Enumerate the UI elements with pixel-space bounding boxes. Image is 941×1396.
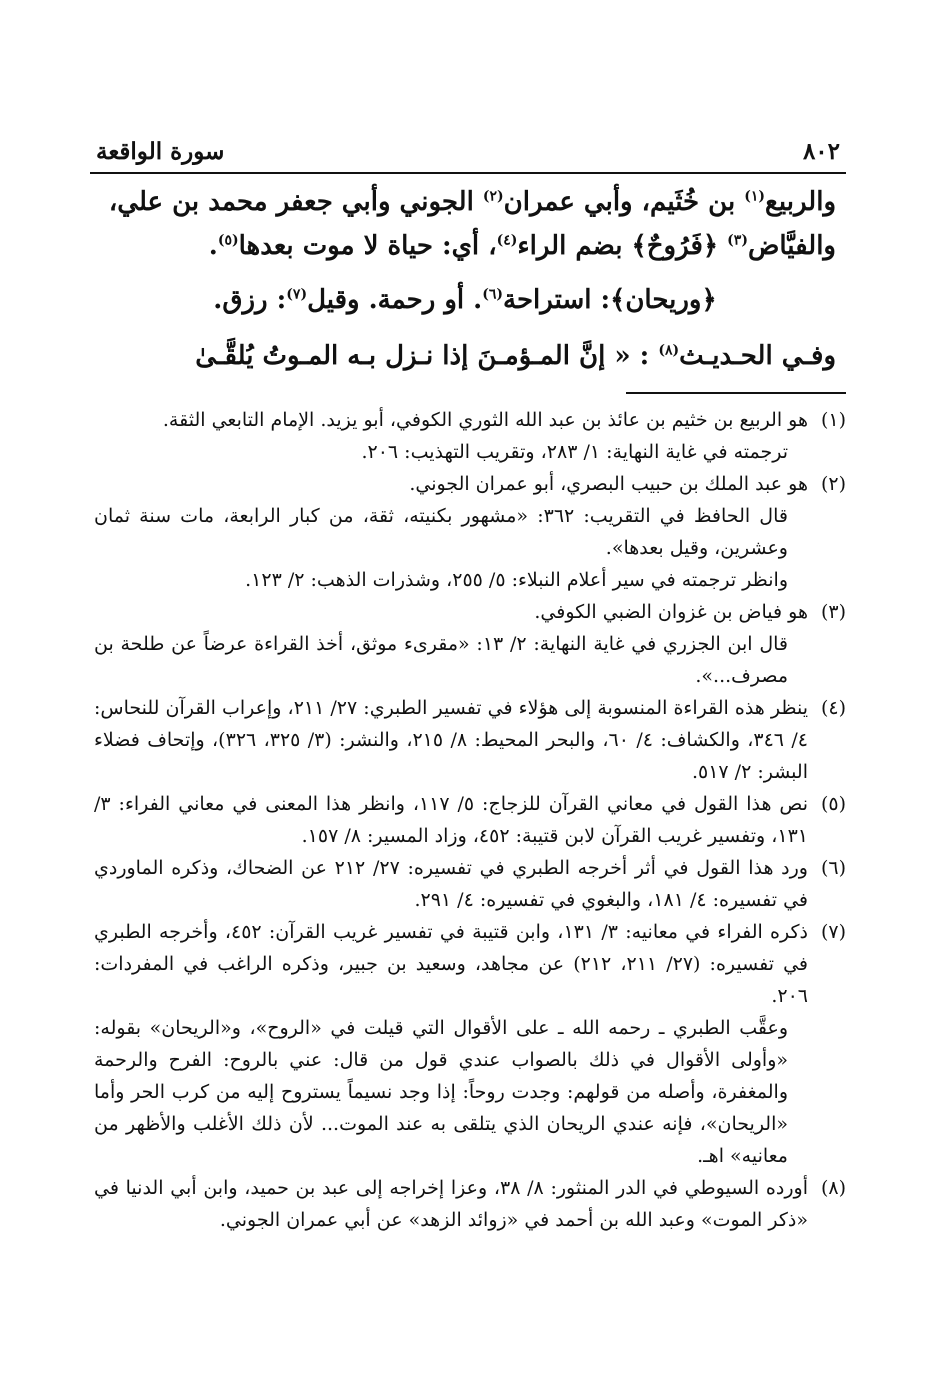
footnote-text: هو عبد الملك بن حبيب البصري، أبو عمران الجوني. [409,473,808,495]
footnote-number: (٣) [820,601,846,623]
footnote-text: قال ابن الجزري في غاية النهاية: ٢/ ١٣: «مقرىء موثق، أخذ القراءة عرضاً عن طلحة بن مصرف...». [94,633,788,687]
main-text-run: ﴿فَرُوحٌ﴾ بضم الراء [517,231,728,261]
footnote-ref-5[interactable]: (٥) [217,232,239,249]
footnote-text: ينظر هذه القراءة المنسوبة إلى هؤلاء في تفسير الطبري: ٢٧/ ٢١١، وإعراب القرآن للنحاس: ٤/ ٣٤٦، والكشاف: ٤/ ٦٠، والبحر المحيط: ٨/ ٢١٥، والنشر: (٣/ ٣٢٥، ٣٢٦)، وإتحاف فضلاء البشر: ٢/ ٥١٧. [94,697,809,783]
surah-title: سورة الواقعة [96,138,225,165]
footnote-text: ترجمته في غاية النهاية: ١/ ٢٨٣، وتقريب التهذيب: ٢٠٦. [361,441,788,463]
main-text-run: الجوني وأبي جعفر محمد بن علي، والفيَّاض [108,187,836,261]
footnote-separator [626,392,846,394]
footnote-text: أورده السيوطي في الدر المنثور: ٨/ ٣٨، وعزا إخراجه إلى عبد بن حميد، وابن أبي الدنيا في «ذكر الموت» وعبد الله بن أحمد في «زوائد الزهد» عن أبي عمران الجوني. [94,1177,808,1231]
main-text-run: : رزق. [213,285,287,315]
footnote-item [94,916,846,1172]
footnote-text: وعقَّب الطبري ـ رحمه الله ـ على الأقوال التي قيلت في «الروح»، و«الريحان» بقوله: «وأولى الأقوال في ذلك بالصواب عندي قول من قال: عني بالروح: الفرح والرحمة والمغفرة، وأصله من قولهم: وجدت روحاً: إذا وجد نسيماً يستروح إليه من كرب الحر وأما «الريحان»، فإنه عندي الريحان الذي يتلقى به عند الموت... لأن ذلك الأغلب والأظهر من معانيه» اهـ. [94,1017,788,1167]
main-paragraph-2 [94,278,836,322]
main-text-run: ، أي: حياة لا موت بعدها [238,231,497,261]
main-text [90,174,846,378]
main-text-run: بن خُثَيم، وأبي عمران [503,187,745,217]
footnote-ref-4[interactable]: (٤) [496,232,518,249]
footnote-item [94,852,846,916]
footnote-text: هو الربيع بن خثيم بن عائذ بن عبد الله الثوري الكوفي، أبو يزيد. الإمام التابعي الثقة. [162,409,808,431]
footnote-text: ذكره الفراء في معانيه: ٣/ ١٣١، وابن قتيبة في تفسير غريب القرآن: ٤٥٢، وأخرجه الطبري في تفسيره: (٢٧/ ٢١١، ٢١٢) عن مجاهد، وسعيد بن جبير، وذكره الراغب في المفردات: ٢٠٦. [94,921,808,1007]
footnote-text: هو فياض بن غزوان الضبي الكوفي. [534,601,808,623]
footnote-item [94,692,846,788]
book-page [90,136,846,1236]
footnote-text: وانظر ترجمته في سير أعلام النبلاء: ٥/ ٢٥٥، وشذرات الذهب: ٢/ ١٢٣. [245,569,788,591]
footnote-number: (٤) [820,697,846,719]
main-text-run: وفـي الحـديـث [679,341,836,371]
main-text-run: والربيع [765,187,836,217]
main-text-run: . [208,231,218,261]
main-text-run: . أو رحمة. وقيل [307,285,483,315]
main-paragraph-3 [94,334,836,378]
footnote-ref-7[interactable]: (٧) [286,286,308,303]
footnote-text: نص هذا القول في معاني القرآن للزجاج: ٥/ ١١٧، وانظر هذا المعنى في معاني الفراء: ٣/ ١٣١، وتفسير غريب القرآن لابن قتيبة: ٤٥٢، وزاد المسير: ٨/ ١٥٧. [94,793,808,847]
footnote-ref-2[interactable]: (٢) [482,188,504,205]
footnote-number: (٥) [820,793,846,815]
footnote-ref-8[interactable]: (٨) [658,342,680,359]
footnote-item [94,404,846,468]
footnote-number: (٦) [820,857,846,879]
footnote-ref-3[interactable]: (٣) [727,232,748,249]
page-number: ٨٠٢ [802,138,840,165]
footnote-number: (٧) [820,921,846,943]
footnotes-section [90,404,846,1236]
footnote-text: ورد هذا القول في أثر أخرجه الطبري في تفسيره: ٢٧/ ٢١٢ عن الضحاك، وذكره الماوردي في تفسيره: ٤/ ١٨١، والبغوي في تفسيره: ٤/ ٢٩١. [94,857,808,911]
footnote-number: (٢) [820,473,846,495]
running-head [90,136,846,174]
main-paragraph-1 [94,180,836,268]
footnote-ref-1[interactable]: (١) [744,188,766,205]
main-text-run: ﴿وريحان﴾: استراحة [503,285,717,315]
main-text-run: : « إنَّ المـؤمـنَ إذا نـزل بـه المـوتُ يُلقَّـىٰ [195,341,659,371]
footnote-number: (١) [820,409,846,431]
footnote-text: قال الحافظ في التقريب: ٣٦٢: «مشهور بكنيته، ثقة، من كبار الرابعة، مات سنة ثمان وعشرين، وقيل بعدها». [94,505,788,559]
footnote-item [94,468,846,596]
footnote-item [94,596,846,692]
footnote-item [94,788,846,852]
footnote-number: (٨) [820,1177,846,1199]
footnote-ref-6[interactable]: (٦) [482,286,504,303]
footnote-item [94,1172,846,1236]
